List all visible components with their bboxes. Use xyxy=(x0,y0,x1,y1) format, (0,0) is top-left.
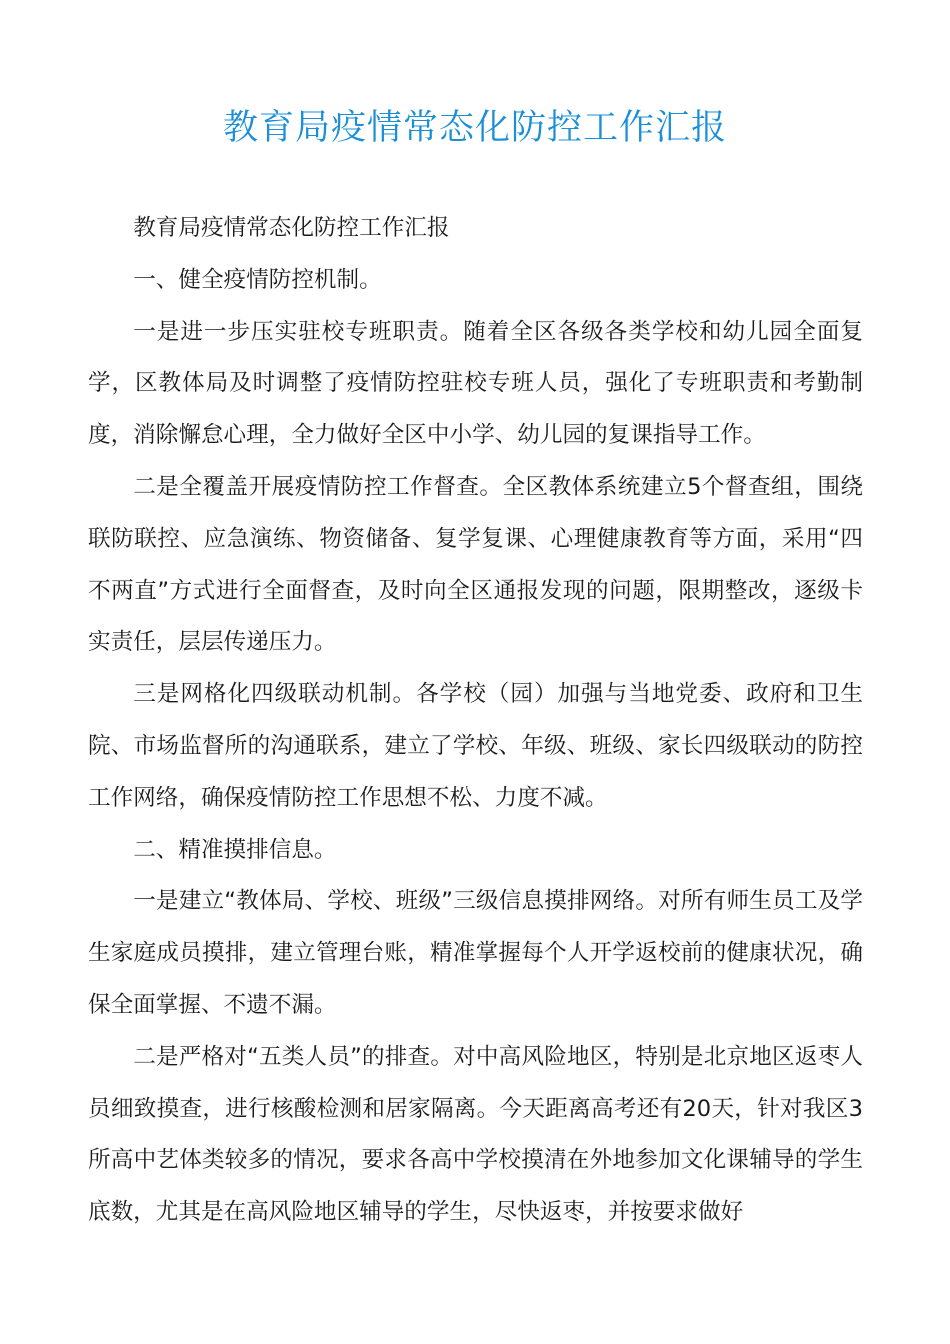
document-title: 教育局疫情常态化防控工作汇报 xyxy=(222,108,727,148)
paragraph-heading-1: 一、健全疫情防控机制。 xyxy=(133,266,382,293)
paragraph-heading-2: 二、精准摸排信息。 xyxy=(133,836,337,863)
paragraph: 二是全覆盖开展疫情防控工作督查。全区教体系统建立5个督查组，围绕联防联控、应急演练、物资储备、复学复课、心理健康教育等方面，采用“四不两直”方式进行全面督查，及时向全区通报发现的问题，限期整改，逐级卡实责任，层层传递压力。 xyxy=(88,473,863,656)
paragraph: 二是严格对“五类人员”的排查。对中高风险地区，特别是北京地区返枣人员细致摸查，进行核酸检测和居家隔离。今天距离高考还有20天，针对我区3所高中艺体类较多的情况，要求各高中学校摸清在外地参加文化课辅导的学生底数，尤其是在高风险地区辅导的学生，尽快返枣，并按要求做好 xyxy=(88,1043,863,1226)
paragraph: 一是建立“教体局、学校、班级”三级信息摸排网络。对所有师生员工及学生家庭成员摸排，建立管理台账，精准掌握每个人开学返校前的健康状况，确保全面掌握、不遗不漏。 xyxy=(88,888,863,1018)
document-body xyxy=(88,203,863,1239)
paragraph: 一是进一步压实驻校专班职责。随着全区各级各类学校和幼儿园全面复学，区教体局及时调整了疫情防控驻校专班人员，强化了专班职责和考勤制度，消除懈怠心理，全力做好全区中小学、幼儿园的复课指导工作。 xyxy=(88,318,863,449)
paragraph: 三是网格化四级联动机制。各学校（园）加强与当地党委、政府和卫生院、市场监督所的沟通联系，建立了学校、年级、班级、家长四级联动的防控工作网络，确保疫情防控工作思想不松、力度不减。 xyxy=(88,681,863,811)
paragraph-subtitle: 教育局疫情常态化防控工作汇报 xyxy=(133,215,450,241)
